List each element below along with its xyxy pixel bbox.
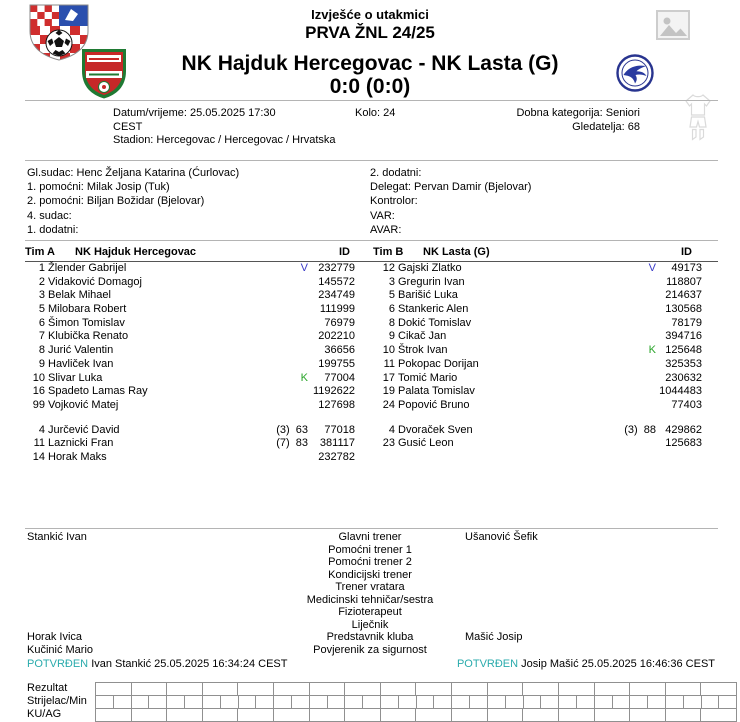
player-name: Horak Maks [48,450,107,463]
substitution-note [238,289,308,303]
player-id: 130568 [665,303,702,316]
grid-cell [310,683,346,696]
player-name: Žlender Gabrijel [48,262,127,274]
player-row [25,372,360,386]
staff-role: Medicinski tehničar/sestra [306,593,434,606]
player-id: 394716 [665,330,702,343]
confirmation-away [457,658,715,670]
player-id: 125648 [665,344,702,357]
confirmed-detail-home: Ivan Stankić 25.05.2025 16:34:24 CEST [91,658,288,670]
staff-name-away [465,581,715,594]
substitution-note: (7) 83 [276,437,308,450]
player-id: 125683 [665,437,702,450]
grid-cell [185,696,203,709]
age-category: Dobna kategorija: Seniori [516,107,640,119]
grid-cell [630,696,648,709]
grid-cell [595,696,613,709]
grid-cell [648,696,666,709]
staff-role: Povjerenik za sigurnost [313,643,427,656]
player-number: 8 [388,316,395,329]
grid-cell [701,683,737,696]
player-name: Spadeto Lamas Ray [48,385,148,398]
player-name: Klubička Renato [48,330,129,343]
confirmation-home [27,658,288,670]
staff-name-home: Horak Ivica [27,631,83,644]
officials-column-right [370,166,700,237]
player-name: Šimon Tomislav [48,316,125,329]
substitution-note [238,303,308,317]
grid-cell [363,696,381,709]
player-name: Barišić Luka [398,289,458,302]
substitution-note [586,276,656,290]
grid-cell [167,709,203,722]
official-line: Gl.sudac: Henc Željana Katarina (Ćurlovac) [27,167,240,179]
player-row [25,303,360,317]
official-line: VAR: [370,209,395,222]
grid-cell [506,696,524,709]
team-a-id-header: ID [339,246,350,258]
player-number: 9 [38,357,45,370]
player-number: 8 [38,344,45,357]
grid-cell [452,696,470,709]
player-row [373,344,718,358]
substitution-note [586,399,656,413]
substitution-note [586,437,656,451]
player-id: 77004 [324,371,355,384]
substitution-note [238,317,308,331]
player-number: 11 [33,437,45,450]
grid-cell [292,696,310,709]
player-id: 49173 [671,262,702,274]
player-number: 3 [38,289,45,302]
substitution-note [586,289,656,303]
grid-cell [488,709,524,722]
staff-role: Predstavnik kluba [326,631,414,644]
captain-badge: K [648,344,656,357]
staff-name-away [465,544,715,557]
official-line: AVAR: [370,223,402,236]
player-name: Gajski Zlatko [398,262,462,274]
substitution-note [586,330,656,344]
grid-cell [666,709,702,722]
player-name: Vidaković Domagoj [48,275,142,288]
player-name: Milobara Robert [48,303,127,316]
grid-cell [434,696,452,709]
substitution-note: (3) 88 [624,423,656,436]
official-line: 2. dodatni: [370,167,422,179]
team-a-header [25,246,360,262]
player-name: Pokopac Dorijan [398,357,479,370]
player-name: Tomić Mario [398,371,458,384]
substitution-note [238,358,308,372]
grid-cell [452,683,488,696]
player-number: 10 [32,371,45,384]
grid-cell [167,696,185,709]
grid-row-label: Rezultat [27,682,68,694]
staff-name-home: Kučinić Mario [27,643,94,656]
player-row [373,317,718,331]
player-row [25,385,360,399]
captain-badge: K [300,371,308,384]
staff-name-away [465,569,715,582]
grid-cell [256,696,274,709]
substitution-note [586,385,656,399]
player-name: Gusić Leon [398,437,454,450]
player-row [373,385,718,399]
player-id: 36656 [324,344,355,357]
grid-cell [96,683,132,696]
substitution-note [586,372,656,386]
player-number: 19 [382,385,395,398]
grid-cell [417,696,435,709]
player-row [373,424,718,438]
grid-cell [274,696,292,709]
team-a-rows [25,262,360,465]
grid-cell [595,683,631,696]
grid-cell [719,696,737,709]
team-a-name: NK Hajduk Hercegovac [75,246,197,258]
player-name: Vojković Matej [48,398,119,411]
staff-role: Liječnik [351,618,389,631]
grid-cell [523,683,559,696]
match-datetime: Datum/vrijeme: 25.05.2025 17:30 [113,107,276,119]
grid-cell [666,696,684,709]
grid-cell [114,696,132,709]
grid-row [96,683,737,696]
confirmed-status-home: POTVRĐEN [27,658,89,670]
grid-cell [452,709,488,722]
player-name: Laznicki Fran [48,437,114,450]
staff-name-home: Stankić Ivan [27,531,87,543]
team-b-table [373,246,718,451]
bottom-grid-labels [27,682,87,721]
grid-cell [613,696,631,709]
player-row [25,358,360,372]
player-number: 14 [32,450,45,463]
player-number: 6 [388,303,395,316]
player-row [373,303,718,317]
grid-cell [345,709,381,722]
grid-cell [399,696,417,709]
substitution-note [238,276,308,290]
confirmed-detail-away: Josip Mašić 25.05.2025 16:46:36 CEST [521,658,715,670]
player-id: 111999 [319,303,355,316]
player-number: 23 [382,437,395,450]
official-line: Delegat: Pervan Damir (Bjelovar) [370,181,532,194]
team-a-table [25,246,360,465]
player-number: 6 [38,316,45,329]
substitutes-gap [373,413,718,424]
player-number: 24 [382,398,395,411]
match-title: NK Hajduk Hercegovac - NK Lasta (G) [181,52,559,75]
grid-cell [238,683,274,696]
staff-role: Fizioterapeut [338,606,402,619]
grid-cell [96,709,132,722]
grid-cell [96,696,114,709]
match-score: 0:0 (0:0) [329,75,411,98]
section-divider [25,100,718,101]
grid-cell [541,696,559,709]
grid-cell [523,709,559,722]
player-id: 232779 [318,262,355,274]
player-id: 234749 [318,289,355,302]
grid-cell [701,709,737,722]
grid-cell [381,709,417,722]
player-name: Jurić Valentin [48,344,114,357]
team-a-label: Tim A [25,246,55,258]
grid-cell [345,683,381,696]
grid-cell [630,683,666,696]
staff-name-away: Mašić Josip [465,631,523,644]
player-row [25,451,360,465]
substitutes-gap [25,413,360,424]
player-id: 1044483 [659,385,702,398]
team-b-header [373,246,718,262]
player-row [25,399,360,413]
substitution-note [586,358,656,372]
grid-cell [416,709,452,722]
player-id: 381117 [319,437,355,450]
section-divider [25,528,718,529]
team-b-id-header: ID [681,246,692,258]
player-number: 1 [38,262,45,274]
official-line: Kontrolor: [370,195,418,208]
grid-cell [203,709,239,722]
report-title: Izvješće o utakmici [311,7,429,22]
player-name: Slivar Luka [48,371,103,384]
grid-cell [577,696,595,709]
goalkeeper-badge: V [648,262,656,274]
section-divider [25,160,718,161]
player-number: 9 [388,330,395,343]
player-number: 4 [38,423,45,436]
staff-role: Kondicijski trener [328,568,412,581]
official-line: 1. pomoćni: Milak Josip (Tuk) [27,181,170,194]
player-row [25,437,360,451]
substitution-note [238,451,308,465]
player-name: Dokić Tomislav [398,316,472,329]
player-row [373,399,718,413]
image-placeholder-icon [656,10,690,40]
staff-role: Glavni trener [338,531,402,543]
player-id: 325353 [665,357,702,370]
player-row [25,330,360,344]
player-id: 232782 [318,450,355,463]
player-id: 77018 [324,423,355,436]
player-id: 127698 [318,398,355,411]
player-id: 202210 [318,330,355,343]
section-divider [25,240,718,241]
player-name: Palata Tomislav [398,385,475,398]
grid-row-label: Strijelac/Min [27,695,87,707]
match-timezone: CEST [113,120,143,133]
staff-role: Pomoćni trener 2 [328,556,412,569]
player-number: 17 [382,371,395,384]
grid-cell [221,696,239,709]
staff-role: Pomoćni trener 1 [328,543,412,556]
player-id: 1192622 [312,385,355,398]
player-name: Stankeric Alen [398,303,469,316]
staff-name-away [465,644,715,657]
grid-cell [595,709,631,722]
officials-column-left [27,166,357,237]
substitution-note [238,385,308,399]
match-info-left [113,107,336,148]
grid-cell [524,696,542,709]
player-name: Štrok Ivan [398,344,448,357]
player-name: Dvoraček Sven [398,423,473,436]
staff-role: Trener vratara [335,581,405,594]
grid-cell [559,683,595,696]
goalkeeper-badge: V [300,262,308,274]
grid-cell [666,683,702,696]
player-row [25,276,360,290]
player-row [373,276,718,290]
grid-cell [488,683,524,696]
player-number: 5 [388,289,395,302]
grid-cell [381,696,399,709]
attendance: Gledatelja: 68 [572,120,640,133]
grid-cell [238,709,274,722]
player-number: 12 [382,262,395,274]
grid-cell [416,683,452,696]
grid-cell [470,696,488,709]
player-number: 2 [38,275,45,288]
staff-name-away [465,556,715,569]
grid-cell [132,683,168,696]
player-id: 429862 [665,423,702,436]
substitution-note [238,344,308,358]
grid-cell [488,696,506,709]
player-number: 7 [38,330,45,343]
player-number: 3 [388,275,395,288]
grid-cell [274,683,310,696]
official-line: 1. dodatni: [27,223,79,236]
player-number: 10 [382,344,395,357]
grid-row [96,709,737,722]
player-row [373,262,718,276]
official-line: 4. sudac: [27,209,72,222]
staff-name-away [465,594,715,607]
grid-cell [345,696,363,709]
player-number: 16 [32,385,45,398]
grid-cell [559,709,595,722]
player-row [25,289,360,303]
grid-cell [381,683,417,696]
player-number: 5 [38,303,45,316]
staff-name-away [465,619,715,632]
grid-cell [167,683,203,696]
player-row [373,330,718,344]
player-id: 230632 [665,371,702,384]
grid-cell [203,696,221,709]
player-row [373,437,718,451]
player-number: 99 [32,398,45,411]
player-id: 118807 [666,275,702,288]
player-number: 4 [388,423,395,436]
player-row [373,289,718,303]
staff-name-away [465,606,715,619]
grid-cell [239,696,257,709]
player-row [25,344,360,358]
competition-title: PRVA ŽNL 24/25 [305,23,435,42]
player-id: 199755 [318,357,355,370]
confirmed-status-away: POTVRĐEN [456,658,519,670]
player-name: Havliček Ivan [48,357,114,370]
grid-cell [310,696,328,709]
player-name: Gregurin Ivan [398,275,465,288]
player-name: Belak Mihael [48,289,111,302]
player-row [373,358,718,372]
substitution-note [586,303,656,317]
substitution-note [238,399,308,413]
grid-cell [559,696,577,709]
player-id: 78179 [671,316,702,329]
grid-cell [310,709,346,722]
match-round: Kolo: 24 [355,107,396,119]
grid-cell [203,683,239,696]
substitution-note [586,317,656,331]
player-row [25,317,360,331]
staff-names-away [465,531,715,656]
grid-row-label: KU/AG [27,708,62,720]
team-b-rows [373,262,718,451]
grid-cell [630,709,666,722]
team-b-name: NK Lasta (G) [423,246,490,258]
grid-cell [328,696,346,709]
team-b-label: Tim B [373,246,404,258]
match-stadium: Stadion: Hercegovac / Hercegovac / Hrvatska [113,134,336,146]
player-name: Jurčević David [48,423,120,436]
player-name: Cikač Jan [398,330,447,343]
player-id: 145572 [318,275,355,288]
player-id: 214637 [665,289,702,302]
bottom-grid [95,682,737,722]
player-row [25,424,360,438]
grid-cell [684,696,702,709]
grid-cell [132,696,150,709]
away-club-crest-logo [616,54,654,92]
grid-cell [702,696,720,709]
staff-name-away: Ušanović Šefik [465,531,538,543]
grid-cell [149,696,167,709]
player-id: 77403 [671,398,702,411]
official-line: 2. pomoćni: Biljan Božidar (Bjelovar) [27,195,205,208]
match-info-right [516,107,640,134]
grid-cell [274,709,310,722]
player-row [25,262,360,276]
grid-row [96,696,737,709]
player-row [373,372,718,386]
player-name: Popović Bruno [398,398,470,411]
player-id: 76979 [324,316,355,329]
substitution-note [238,330,308,344]
grid-cell [132,709,168,722]
player-number: 11 [383,357,395,370]
substitution-note: (3) 63 [276,423,308,436]
